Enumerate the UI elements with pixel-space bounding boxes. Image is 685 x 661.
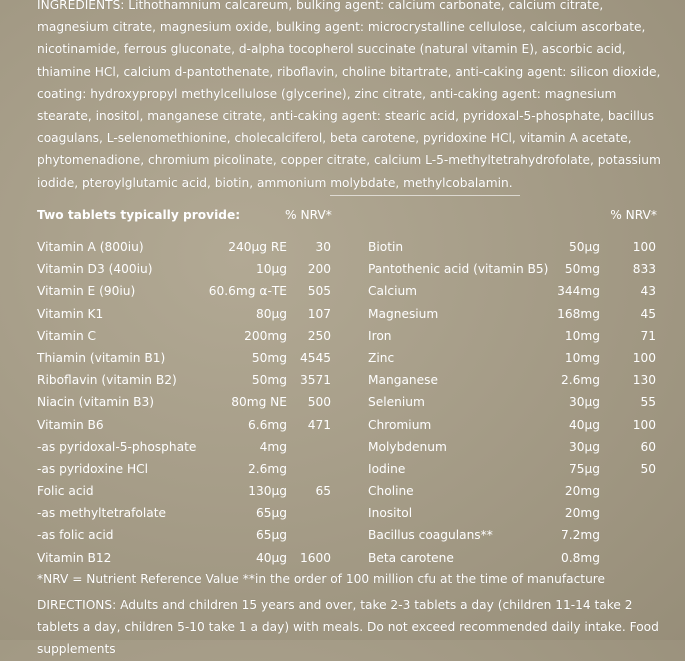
nutrient-amount: 50mg (251, 373, 287, 388)
nutrient-name: Magnesium (368, 306, 439, 321)
nutrient-nrv: 1600 (299, 550, 331, 565)
nutrient-name: -as pyridoxine HCl (37, 461, 149, 476)
nutrient-amount: 50µg (569, 240, 600, 254)
ingredients-text: INGREDIENTS: Lithothamnium calcareum, bulking agent: calcium carbonate, calcium citrate, magnesium citrate, magnesium oxide, bulking agent: microcrystalline cellulose, calcium ascorbate, nicotinamide, ferrous gluconate, d-alpha tocopherol succinate (natural vitamin E), ascorbic acid, thiamine HCl, calcium d-pantothenate, riboflavin, choline bitartrate, anti-caking agent: silicon dioxide, coating: hydroxypropyl methylcellulose (glycerine), zinc citrate, anti-caking agent: magnesium stearate, inositol, manganese citrate, anti-caking agent: stearic acid, pyridoxal-5-phosphate, bacillus coagulans, L-selenomethionine, cholecalciferol, beta carotene, pyridoxine HCl, vitamin A acetate, phytomenadione, chromium picolinate, copper citrate, calcium L-5-methyltetrahydrofolate, potassium iodide, pteroylglutamic acid, biotin, ammonium molybdate, methylcobalamin. (37, 0, 661, 190)
nutrient-row (37, 414, 337, 436)
nutrient-amount: 168mg (557, 306, 600, 321)
nutrient-amount: 40µg (256, 550, 287, 565)
divider-line (330, 195, 520, 196)
nutrient-amount: 80mg NE (231, 395, 287, 410)
nutrient-nrv: 60 (640, 439, 656, 454)
nutrient-amount: 65µg (256, 506, 287, 521)
nutrient-name: Thiamin (vitamin B1) (37, 350, 166, 365)
nutrient-row (37, 391, 337, 413)
nutrient-row (37, 480, 337, 502)
nutrient-name: Inositol (368, 506, 413, 521)
nutrient-amount: 75µg (569, 461, 600, 476)
nutrient-row (37, 325, 337, 347)
nutrient-amount: 0.8mg (561, 550, 600, 565)
nutrient-row (37, 280, 337, 302)
table-title: Two tablets typically provide: (37, 208, 241, 222)
nutrient-row (37, 258, 337, 280)
nutrient-row (368, 547, 658, 569)
nutrient-nrv: 45 (640, 306, 656, 321)
nutrient-amount: 20mg (564, 484, 600, 499)
nutrient-amount: 65µg (256, 528, 287, 543)
nutrient-name: Manganese (368, 373, 438, 388)
nutrient-amount: 40µg (569, 417, 600, 432)
nutrient-row (368, 258, 658, 280)
nutrient-row (368, 303, 658, 325)
nutrient-row (368, 325, 658, 347)
nutrient-name: Riboflavin (vitamin B2) (37, 373, 177, 388)
nutrient-amount: 130µg (248, 484, 287, 499)
nutrient-nrv: 3571 (299, 373, 331, 388)
nutrient-row (368, 524, 658, 546)
nutrient-nrv: 71 (640, 328, 656, 343)
nutrient-amount: 50mg (251, 350, 287, 365)
nutrient-name: Vitamin E (90iu) (37, 284, 136, 299)
nutrient-row (368, 502, 658, 524)
nutrient-row (368, 391, 658, 413)
nutrient-row (368, 280, 658, 302)
nutrient-name: Bacillus coagulans** (368, 528, 493, 543)
nrv-footnote: *NRV = Nutrient Reference Value **in the order of 100 million cfu at the time of manufacture (37, 572, 606, 586)
nutrient-row (37, 369, 337, 391)
nutrient-nrv: 4545 (299, 350, 331, 365)
nutrient-nrv: 100 (632, 350, 656, 365)
nutrient-name: -as methyltetrafolate (37, 506, 166, 521)
nutrient-amount: 10mg (564, 350, 600, 365)
nutrient-name: -as folic acid (37, 528, 114, 543)
nutrient-nrv: 107 (307, 306, 331, 321)
nutrient-row (37, 236, 337, 258)
nutrient-row (368, 458, 658, 480)
nutrient-row (368, 236, 658, 258)
nutrient-nrv: 43 (640, 284, 656, 299)
nutrient-name: Iron (368, 328, 392, 343)
nutrient-row (37, 347, 337, 369)
nutrient-nrv: 505 (307, 284, 331, 299)
nutrient-nrv: 55 (640, 395, 656, 410)
nutrient-row (37, 524, 337, 546)
nutrient-name: Molybdenum (368, 439, 447, 454)
nrv-header-left: % NRV* (285, 208, 332, 222)
nutrient-amount: 240µg RE (228, 240, 287, 254)
nutrient-amount: 30µg (569, 395, 600, 410)
nutrient-name: Niacin (vitamin B3) (37, 395, 154, 410)
nutrient-name: Folic acid (37, 484, 94, 499)
nutrient-amount: 4mg (259, 439, 287, 454)
nutrient-name: Vitamin D3 (400iu) (37, 262, 153, 277)
nutrient-name: Vitamin A (800iu) (37, 240, 144, 254)
nutrient-nrv: 100 (632, 417, 656, 432)
nutrient-amount: 80µg (256, 306, 287, 321)
nutrient-name: Beta carotene (368, 550, 454, 565)
nutrient-nrv: 50 (640, 461, 656, 476)
nutrient-amount: 7.2mg (561, 528, 600, 543)
nutrient-amount: 2.6mg (248, 461, 287, 476)
nutrient-name: Zinc (368, 350, 395, 365)
nutrient-nrv: 500 (307, 395, 331, 410)
nutrient-name: Iodine (368, 461, 406, 476)
nutrient-amount: 2.6mg (561, 373, 600, 388)
nutrient-name: Vitamin C (37, 328, 97, 343)
nutrient-amount: 60.6mg α-TE (208, 284, 287, 299)
nutrient-name: Biotin (368, 240, 404, 254)
nutrient-row (368, 414, 658, 436)
nutrient-name: Vitamin B6 (37, 417, 104, 432)
nutrient-amount: 344mg (557, 284, 600, 299)
nutrient-name: Calcium (368, 284, 418, 299)
nutrient-row (37, 458, 337, 480)
nutrient-nrv: 65 (315, 484, 331, 499)
nutrient-amount: 10µg (256, 262, 287, 277)
nutrient-nrv: 250 (307, 328, 331, 343)
nutrient-nrv: 471 (307, 417, 331, 432)
nutrient-table-left (37, 236, 337, 569)
nutrient-row (368, 480, 658, 502)
nutrient-nrv: 833 (632, 262, 656, 277)
nutrient-row (37, 436, 337, 458)
nutrient-nrv: 30 (315, 240, 331, 254)
nutrient-amount: 20mg (564, 506, 600, 521)
nutrient-amount: 200mg (244, 328, 287, 343)
nutrient-name: Pantothenic acid (vitamin B5) (368, 262, 549, 277)
nutrient-row (368, 369, 658, 391)
nutrient-name: Vitamin B12 (37, 550, 112, 565)
nutrient-amount: 10mg (564, 328, 600, 343)
nutrient-name: Vitamin K1 (37, 306, 104, 321)
nutrient-nrv: 200 (307, 262, 331, 277)
nutrient-nrv: 100 (632, 240, 656, 254)
nutrient-amount: 50mg (564, 262, 600, 277)
directions-text: DIRECTIONS: Adults and children 15 years and over, take 2-3 tablets a day (children 11-14 take 2 tablets a day, children 5-10 take 1 a day) with meals. Do not exceed recommended daily intake. Food supplements (37, 598, 659, 657)
nutrient-row (368, 436, 658, 458)
nutrient-name: Chromium (368, 417, 432, 432)
nutrient-row (37, 547, 337, 569)
nutrient-name: Choline (368, 484, 414, 499)
nutrient-amount: 6.6mg (248, 417, 287, 432)
nutrient-row (37, 502, 337, 524)
nrv-header-right: % NRV* (610, 208, 657, 222)
nutrient-name: Selenium (368, 395, 425, 410)
nutrient-nrv: 130 (632, 373, 656, 388)
nutrient-row (368, 347, 658, 369)
nutrient-name: -as pyridoxal-5-phosphate (37, 439, 197, 454)
nutrient-table-right (368, 236, 658, 569)
nutrient-row (37, 303, 337, 325)
nutrient-amount: 30µg (569, 439, 600, 454)
